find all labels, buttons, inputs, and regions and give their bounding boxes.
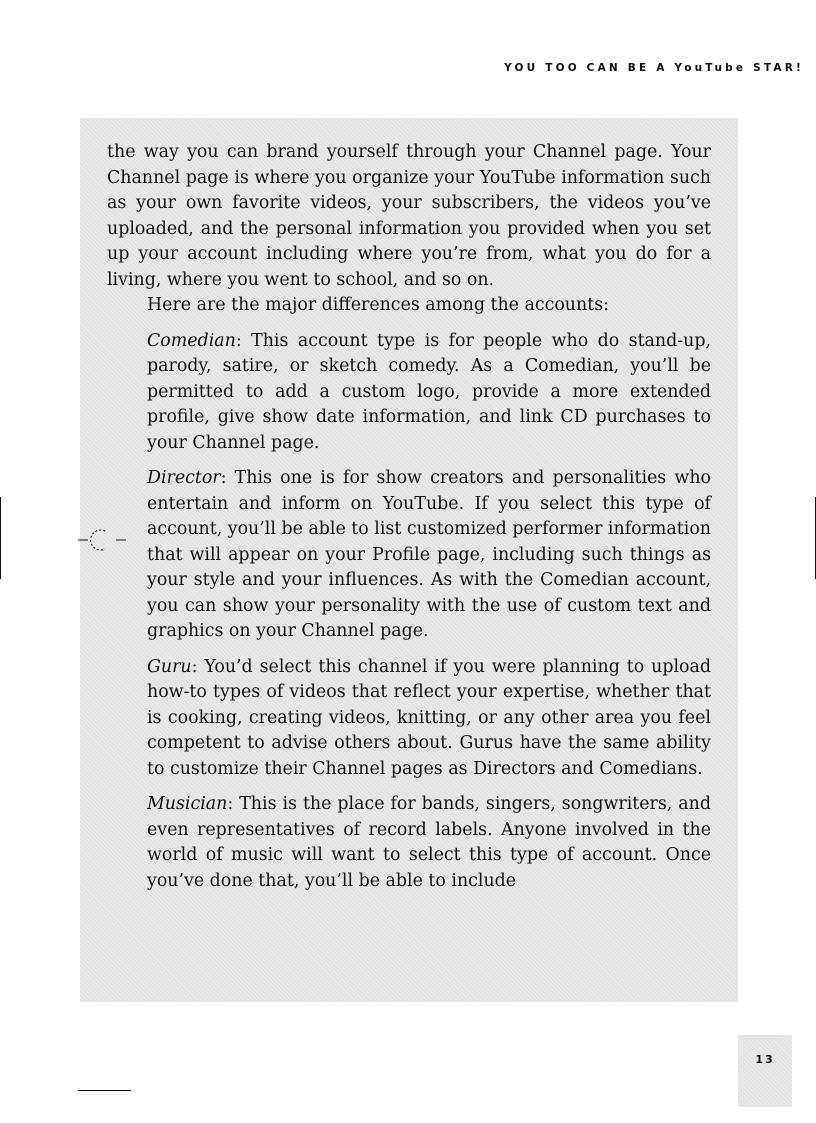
- page-number-box: [738, 1035, 792, 1107]
- sidebar-box: [80, 118, 738, 1002]
- intro-paragraph: Here are the major differences among the accounts:: [147, 295, 609, 315]
- entry-musician: [107, 792, 711, 894]
- entry-comedian: [107, 329, 711, 457]
- entry-term: Director: [147, 468, 221, 488]
- crop-mark-left: [0, 497, 1, 579]
- registration-mark-icon: [78, 525, 138, 555]
- running-head: YOU TOO CAN BE A YouTube STAR!: [504, 62, 804, 74]
- entry-term: Musician: [147, 794, 228, 814]
- entry-term: Comedian: [147, 330, 236, 351]
- entry-term: Guru: [147, 656, 192, 677]
- page-number: 13: [755, 1053, 775, 1066]
- entry-guru: [107, 655, 711, 783]
- lead-paragraph: the way you can brand yourself through your Channel page. Your Channel page is where you organize your YouTube information such as your own favorite videos, your subscribers, the videos you’ve uploaded, and the personal information you provided when you set up your account including where you’re from, what you do for a living, where you went to school, and so on.: [107, 142, 711, 290]
- entry-text: : You’d select this channel if you were planning to upload how-to types of videos that reflect your expertise, whether that is cooking, creating videos, knitting, or any other area you feel competent to advise others about. Gurus have the same ability to customize their Channel pages as Directors and Comedians.: [147, 656, 711, 779]
- entry-director: [107, 466, 711, 645]
- entry-text: : This one is for show creators and personalities who entertain and inform on YouTube. If you select this type of account, you’ll be able to list customized performer information that will appear on your Profile page, including such things as your style and your influences. As with the Comedian account, you can show your personality with the use of custom text and graphics on your Channel page.: [147, 468, 711, 641]
- entry-text: : This is the place for bands, singers, songwriters, and even representatives of record labels. Anyone involved in the world of music will want to select this type of account. Once you’ve done that, you’ll be able to include: [147, 794, 711, 891]
- bottom-rule: [78, 1090, 131, 1091]
- entry-text: : This account type is for people who do stand-up, parody, satire, or sketch comedy. As a Comedian, you’ll be permitted to add a custom logo, provide a more extended profile, give show date information, and link CD purchases to your Channel page.: [147, 330, 711, 453]
- sidebar-text: [107, 140, 711, 894]
